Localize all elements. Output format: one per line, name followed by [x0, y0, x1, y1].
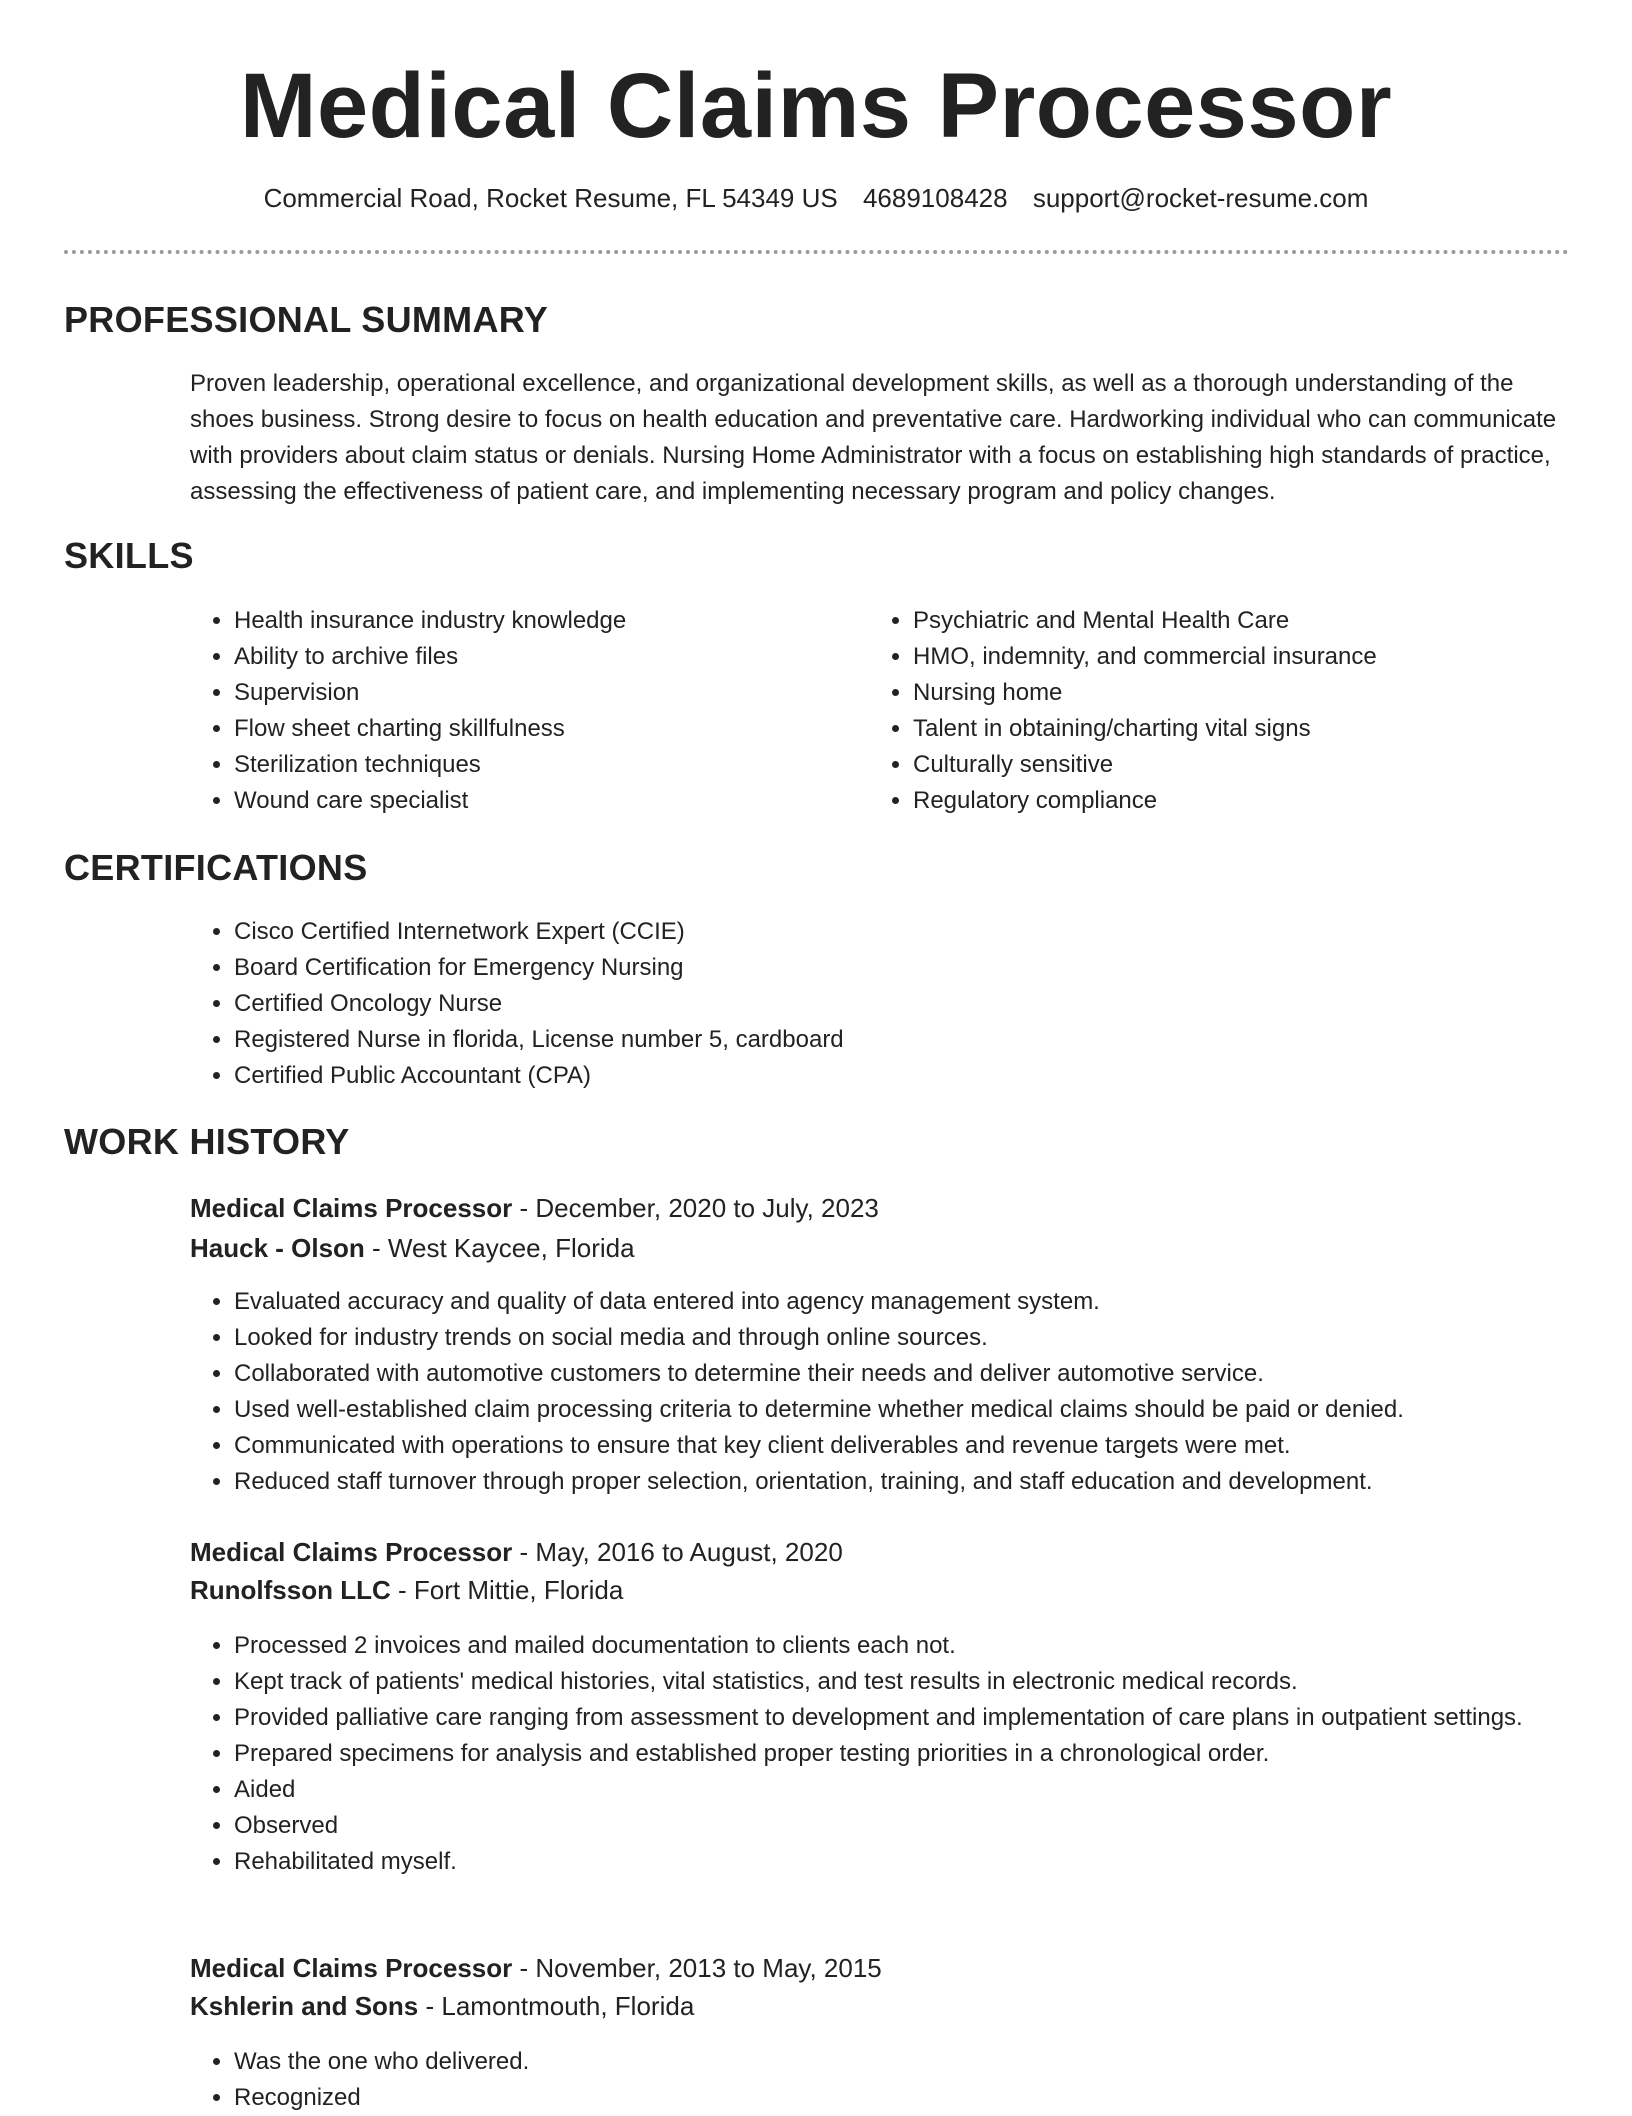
list-item: • Collaborated with automotive customers to determine their needs and deliver automotive service.: [234, 1356, 1632, 1392]
list-item: • Processed 2 invoices and mailed documentation to clients each not.: [234, 1628, 1574, 1664]
job-location: - Fort Mittie, Florida: [390, 1575, 624, 1605]
certifications-list: [190, 914, 1534, 1094]
list-item: • Registered Nurse in florida, License number 5, cardboard: [234, 1022, 1534, 1058]
list-item: • Looked for industry trends on social media and through online sources.: [234, 1320, 1632, 1356]
summary-text: Proven leadership, operational excellence, and organizational development skills, as well as a thorough understanding of the shoes business. Strong desire to focus on health education and preventative care. Hardworking individual who can communicate with providers about claim status or denials. Nursing Home Administrator with a focus on establishing high standards of practice, assessing the effectiveness of patient care, and implementing necessary program and policy changes.: [190, 370, 1557, 505]
contact-address: Commercial Road, Rocket Resume, FL 54349 US: [263, 183, 838, 213]
job-company-line: [190, 1230, 635, 1266]
job-location: - West Kaycee, Florida: [364, 1233, 635, 1263]
list-item: • Was the one who delivered.: [234, 2044, 1534, 2080]
contact-line: [0, 178, 1632, 218]
job-company: Hauck - Olson: [190, 1233, 365, 1263]
list-item: • Cisco Certified Internetwork Expert (CCIE): [234, 914, 1534, 950]
job-company-line: [190, 1572, 623, 1608]
list-item: • Psychiatric and Mental Health Care: [913, 603, 1593, 639]
job-dates: - November, 2013 to May, 2015: [512, 1953, 882, 1983]
skills-list-left: [190, 603, 854, 819]
header-divider: [64, 250, 1569, 254]
job-company: Kshlerin and Sons: [190, 1991, 419, 2021]
job-bullets: [190, 1284, 1632, 1500]
job-title-line: [190, 1534, 843, 1570]
job-title: Medical Claims Processor: [190, 1193, 513, 1223]
list-item: • Rehabilitated myself.: [234, 1844, 1574, 1880]
list-item: • Regulatory compliance: [913, 783, 1593, 819]
job-title: Medical Claims Processor: [190, 1537, 513, 1567]
list-item: • Reduced staff turnover through proper selection, orientation, training, and staff education and development.: [234, 1464, 1632, 1500]
list-item: • Certified Oncology Nurse: [234, 986, 1534, 1022]
list-item: • Wound care specialist: [234, 783, 854, 819]
job-bullets: [190, 1628, 1574, 1880]
job-company-line: [190, 1988, 694, 2024]
list-item: • Sterilization techniques: [234, 747, 854, 783]
candidate-name: Medical Claims Processor: [239, 55, 1393, 157]
list-item: • Nursing home: [913, 675, 1593, 711]
list-item: • Kept track of patients' medical histories, vital statistics, and test results in electronic medical records.: [234, 1664, 1574, 1700]
job-dates: - December, 2020 to July, 2023: [512, 1193, 879, 1223]
contact-phone: 4689108428: [862, 183, 1008, 213]
skills-list-right: [869, 603, 1593, 819]
list-item: • Prepared specimens for analysis and established proper testing priorities in a chronological order.: [234, 1736, 1574, 1772]
job-title-line: [190, 1950, 882, 1986]
list-item: • Talent in obtaining/charting vital signs: [913, 711, 1593, 747]
list-item: • Communicated with operations to ensure that key client deliverables and revenue targets were met.: [234, 1428, 1632, 1464]
list-item: • Board Certification for Emergency Nursing: [234, 950, 1534, 986]
job-dates: - May, 2016 to August, 2020: [512, 1537, 843, 1567]
list-item: • Culturally sensitive: [913, 747, 1593, 783]
list-item: • Recognized: [234, 2080, 1534, 2116]
list-item: • Observed: [234, 1808, 1574, 1844]
job-title: Medical Claims Processor: [190, 1953, 513, 1983]
job-title-line: [190, 1190, 879, 1226]
list-item: • Provided palliative care ranging from assessment to development and implementation of care plans in outpatient settings.: [234, 1700, 1574, 1736]
list-item: • Aided: [234, 1772, 1574, 1808]
list-item: • Ability to archive files: [234, 639, 854, 675]
work-history-heading: WORK HISTORY: [64, 1121, 350, 1162]
contact-email: support@rocket-resume.com: [1032, 183, 1369, 213]
certifications-heading: CERTIFICATIONS: [64, 847, 368, 888]
job-bullets: [190, 2044, 1534, 2116]
summary-heading: PROFESSIONAL SUMMARY: [64, 299, 549, 340]
list-item: • Evaluated accuracy and quality of data entered into agency management system.: [234, 1284, 1632, 1320]
job-location: - Lamontmouth, Florida: [418, 1991, 695, 2021]
list-item: • Used well-established claim processing criteria to determine whether medical claims should be paid or denied.: [234, 1392, 1632, 1428]
list-item: • Health insurance industry knowledge: [234, 603, 854, 639]
list-item: • HMO, indemnity, and commercial insurance: [913, 639, 1593, 675]
list-item: • Certified Public Accountant (CPA): [234, 1058, 1534, 1094]
list-item: • Flow sheet charting skillfulness: [234, 711, 854, 747]
job-company: Runolfsson LLC: [190, 1575, 391, 1605]
skills-heading: SKILLS: [64, 535, 194, 576]
list-item: • Supervision: [234, 675, 854, 711]
